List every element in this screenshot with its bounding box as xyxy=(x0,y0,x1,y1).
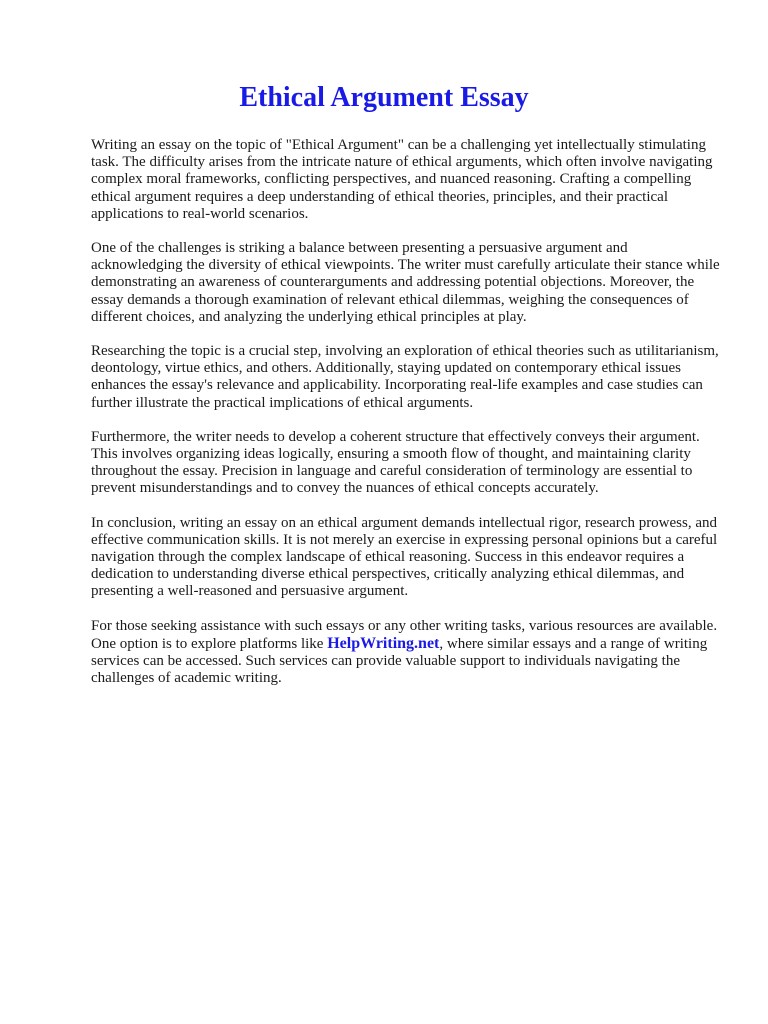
closing-text-before-link: For those seeking assistance with such essays or any other writing tasks, various resources are available. One option is to explore platforms like xyxy=(91,617,718,652)
closing-text-after-link: , where similar essays and a range of writing services can be accessed. Such services can provide valuable support to individuals navigating the challenges of academic writing. xyxy=(91,635,708,687)
paragraph-intro: Writing an essay on the topic of "Ethical Argument" can be a challenging yet intellectually stimulating task. The difficulty arises from the intricate nature of ethical arguments, which often involve navigating complex moral frameworks, conflicting perspectives, and nuanced reasoning. Crafting a compelling ethical argument requires a deep understanding of ethical theories, principles, and their practical applications to real-world scenarios. xyxy=(91,137,713,222)
paragraph-structure: Furthermore, the writer needs to develop a coherent structure that effectively conveys their argument. This involves organizing ideas logically, ensuring a smooth flow of thought, and maintaining clarity throughout the essay. Precision in language and careful consideration of terminology are essential to prevent misunderstandings and to convey the nuances of ethical concepts accurately. xyxy=(91,428,700,497)
paragraph-closing xyxy=(91,618,720,688)
page-title: Ethical Argument Essay xyxy=(239,82,529,113)
paragraph-challenges: One of the challenges is striking a balance between presenting a persuasive argument and acknowledging the diversity of ethical viewpoints. The writer must carefully articulate their stance while demonstrating an awareness of counterarguments and addressing potential objections. Moreover, the essay demands a thorough examination of relevant ethical dilemmas, weighing the consequences of different choices, and analyzing the underlying ethical principles at play. xyxy=(91,240,720,325)
paragraph-conclusion: In conclusion, writing an essay on an ethical argument demands intellectual rigor, research prowess, and effective communication skills. It is not merely an exercise in expressing personal opinions but a careful navigation through the complex landscape of ethical reasoning. Success in this endeavor requires a dedication to understanding diverse ethical perspectives, critically analyzing ethical dilemmas, and presenting a well-reasoned and persuasive argument. xyxy=(91,514,718,600)
paragraph-research: Researching the topic is a crucial step, involving an exploration of ethical theories such as utilitarianism, deontology, virtue ethics, and others. Additionally, staying updated on contemporary ethical issues enhances the essay's relevance and applicability. Incorporating real-life examples and case studies can further illustrate the practical implications of ethical arguments. xyxy=(91,343,719,411)
helpwriting-link[interactable]: HelpWriting.net xyxy=(327,634,440,652)
